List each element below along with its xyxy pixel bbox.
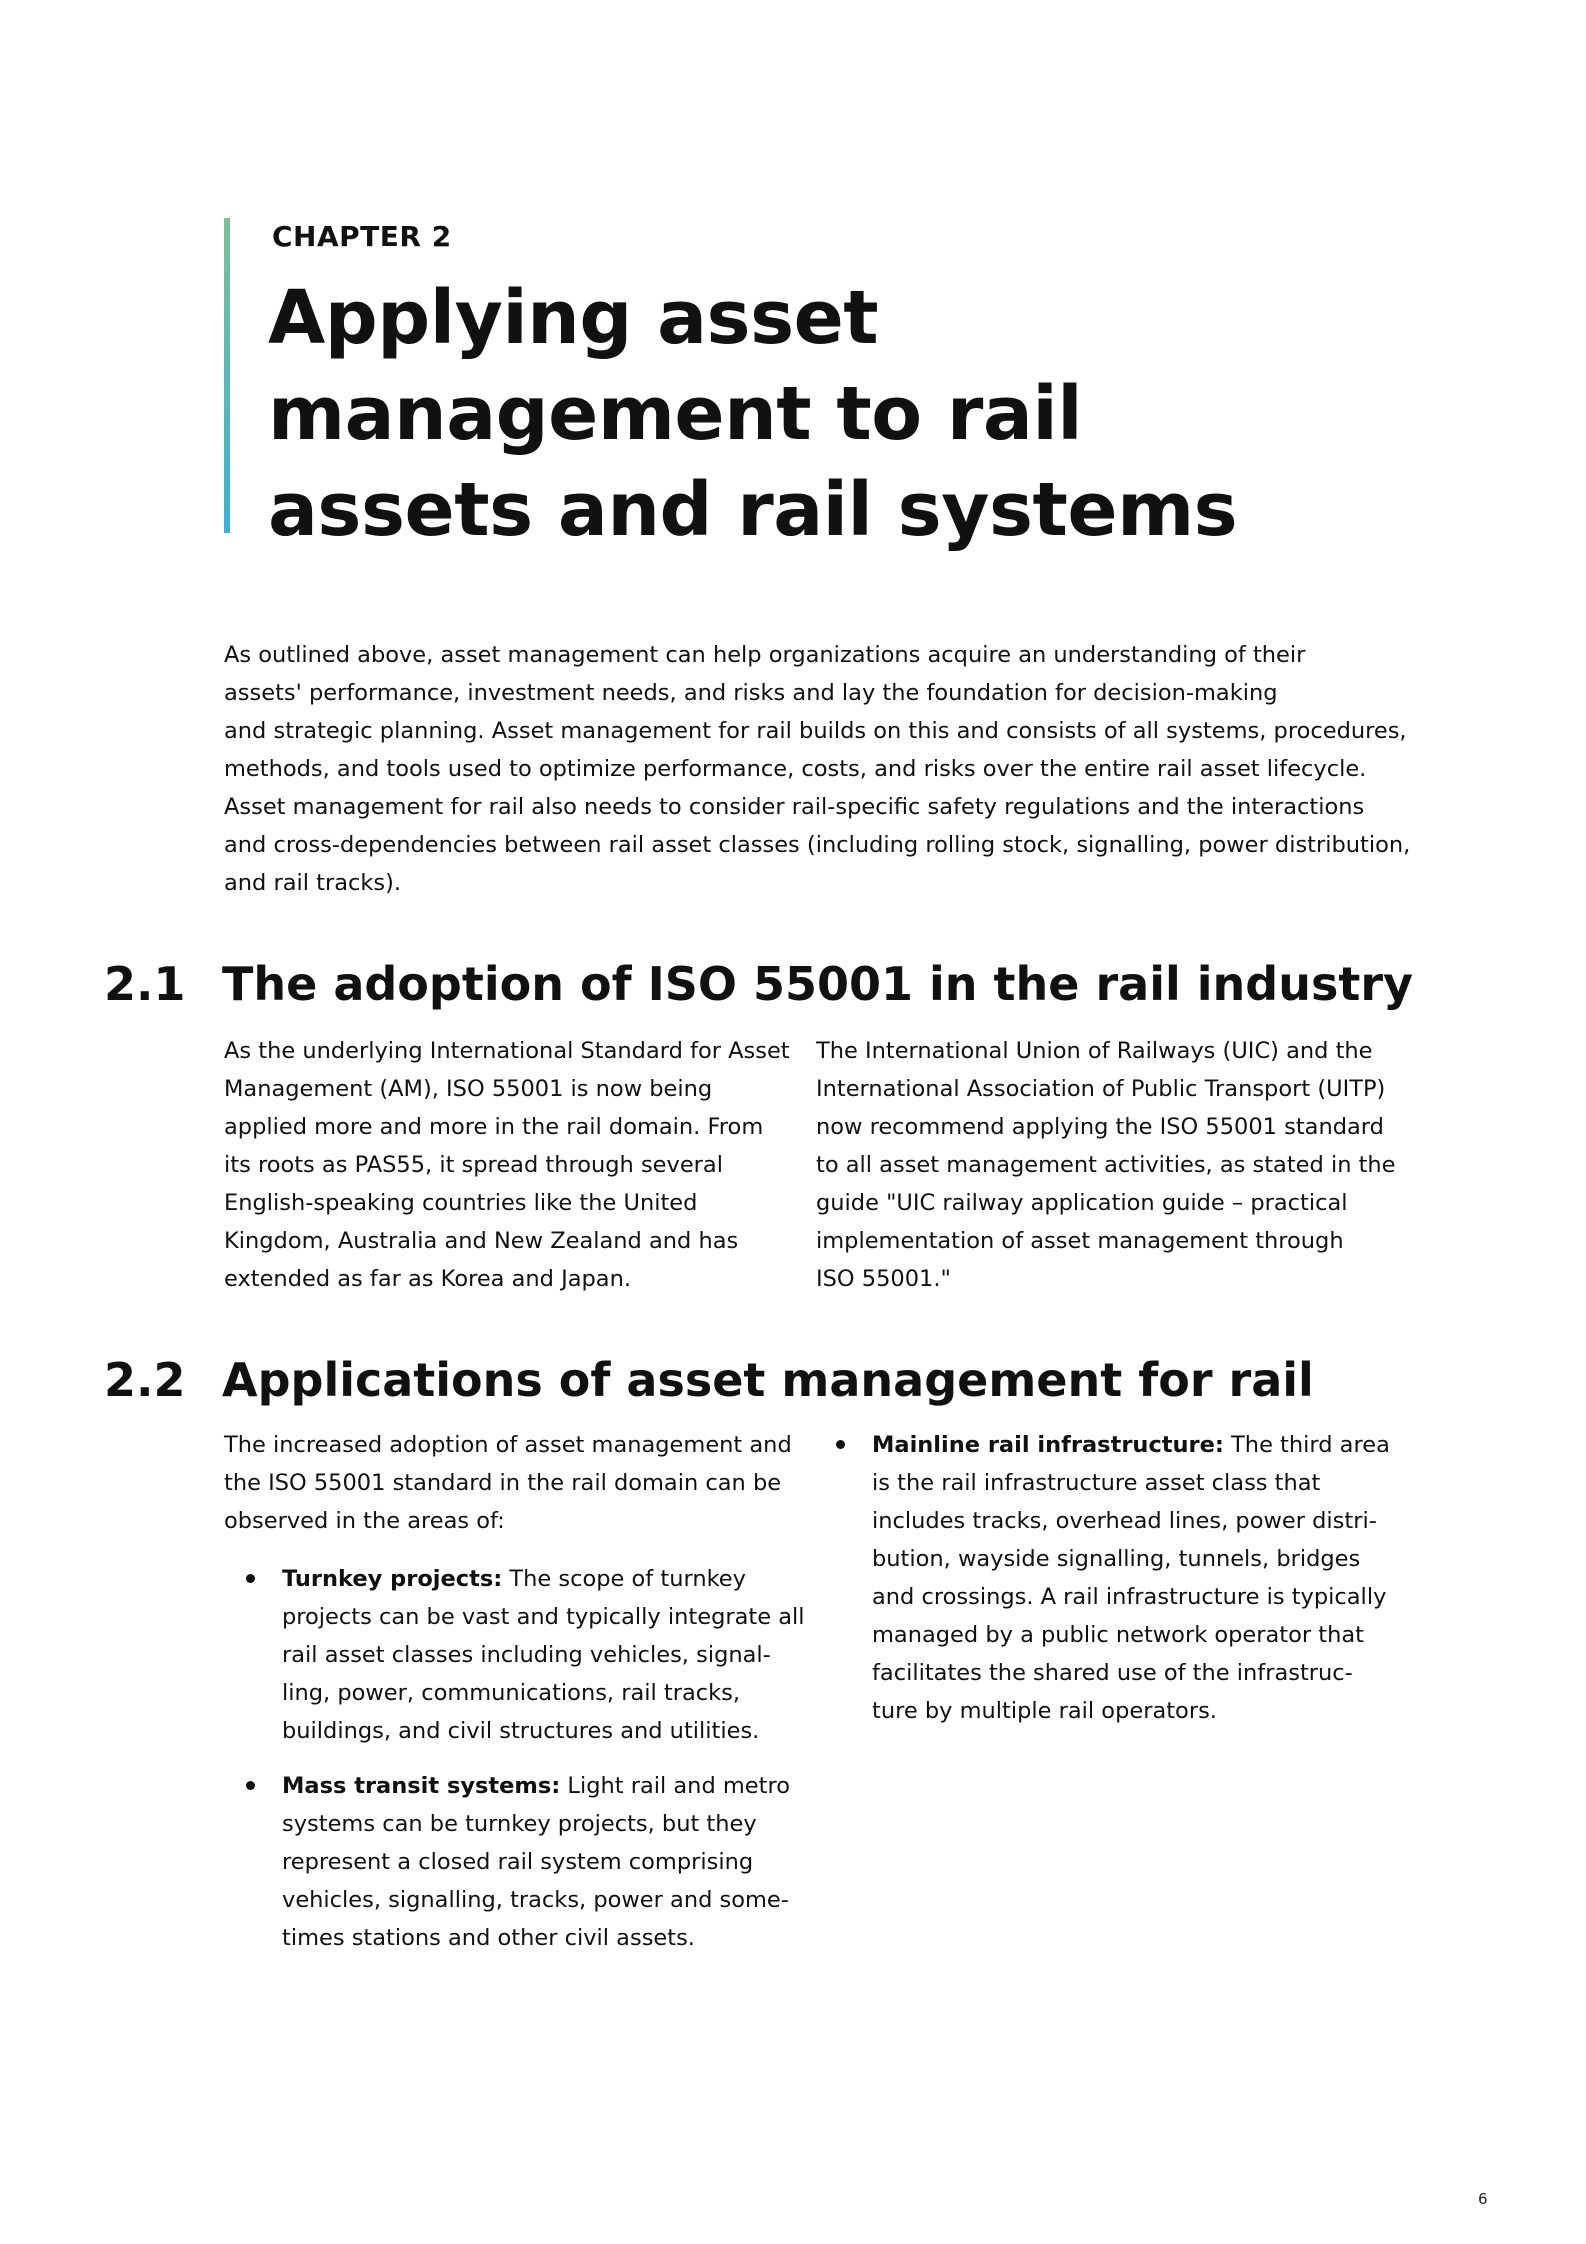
paragraph-line: As the underlying International Standard for Asset (224, 1038, 790, 1064)
paragraph-line: The International Union of Railways (UIC) and the (816, 1038, 1373, 1064)
paragraph-line: English-speaking countries like the United (224, 1190, 698, 1216)
bullet-first-line (872, 1426, 1392, 1464)
paragraph-line: International Association of Public Transport (UITP) (816, 1076, 1386, 1102)
bullet-turnkey-projects (282, 1560, 805, 1750)
intro-line: As outlined above, asset management can help organizations acquire an understanding of their (224, 642, 1306, 668)
paragraph-line: now recommend applying the ISO 55001 standard (816, 1114, 1384, 1140)
page-number: 6 (1478, 2190, 1488, 2208)
bullet-line: projects can be vast and typically integrate all (282, 1604, 805, 1630)
section-2-1-right-column (816, 1032, 1396, 1298)
intro-line: and strategic planning. Asset management for rail builds on this and consists of all systems, procedures, (224, 718, 1407, 744)
bullet-line: represent a closed rail system comprising (282, 1849, 754, 1875)
bullet-line: facilitates the shared use of the infrastruc- (872, 1660, 1353, 1686)
intro-line: methods, and tools used to optimize performance, costs, and risks over the entire rail asset lifecycle. (224, 756, 1367, 782)
chapter-accent-bar (224, 218, 230, 533)
paragraph-line: its roots as PAS55, it spread through several (224, 1152, 723, 1178)
bullet-icon (246, 1574, 255, 1583)
intro-line: assets' performance, investment needs, and risks and lay the foundation for decision-making (224, 680, 1278, 706)
section-title: Applications of asset management for rail (222, 1353, 1314, 1407)
paragraph-line: implementation of asset management through (816, 1228, 1344, 1254)
bullet-line: ture by multiple rail operators. (872, 1698, 1217, 1724)
bullet-text: Light rail and metro (560, 1773, 790, 1799)
section-title: The adoption of ISO 55001 in the rail industry (222, 957, 1413, 1011)
section-2-1-left-column (224, 1032, 790, 1298)
paragraph-line: guide "UIC railway application guide – practical (816, 1190, 1348, 1216)
bullet-term: Turnkey projects: (282, 1566, 503, 1592)
intro-line: Asset management for rail also needs to consider rail-specific safety regulations and the interactions (224, 794, 1365, 820)
section-heading-2-2 (104, 1352, 1314, 1408)
bullet-icon (246, 1781, 255, 1790)
bullet-line: times stations and other civil assets. (282, 1925, 695, 1951)
paragraph-line: observed in the areas of: (224, 1508, 505, 1534)
paragraph-line: Management (AM), ISO 55001 is now being (224, 1076, 713, 1102)
bullet-line: and crossings. A rail infrastructure is typically (872, 1584, 1387, 1610)
bullet-line: includes tracks, overhead lines, power distri- (872, 1508, 1377, 1534)
chapter-title (268, 270, 1237, 558)
paragraph-line: ISO 55001." (816, 1266, 951, 1292)
bullet-line: bution, wayside signalling, tunnels, bridges (872, 1546, 1361, 1572)
intro-paragraph (224, 636, 1411, 902)
chapter-title-line: management to rail (268, 371, 1083, 457)
bullet-text: The scope of turnkey (502, 1566, 746, 1592)
section-number: 2.2 (104, 1353, 186, 1407)
bullet-first-line (282, 1767, 802, 1805)
intro-line: and cross-dependencies between rail asset classes (including rolling stock, signalling, power distribution, (224, 832, 1411, 858)
paragraph-line: to all asset management activities, as stated in the (816, 1152, 1396, 1178)
bullet-mass-transit-systems (282, 1767, 802, 1957)
intro-line: and rail tracks). (224, 870, 402, 896)
section-2-2-intro (224, 1426, 792, 1540)
bullet-line: ling, power, communications, rail tracks, (282, 1680, 741, 1706)
chapter-label: CHAPTER 2 (272, 220, 452, 253)
paragraph-line: extended as far as Korea and Japan. (224, 1266, 632, 1292)
bullet-line: vehicles, signalling, tracks, power and some- (282, 1887, 789, 1913)
section-heading-2-1 (104, 956, 1413, 1012)
paragraph-line: applied more and more in the rail domain. From (224, 1114, 764, 1140)
paragraph-line: Kingdom, Australia and New Zealand and has (224, 1228, 739, 1254)
bullet-text: The third area (1223, 1432, 1390, 1458)
paragraph-line: the ISO 55001 standard in the rail domain can be (224, 1470, 782, 1496)
bullet-line: managed by a public network operator that (872, 1622, 1364, 1648)
bullet-mainline-rail-infrastructure (872, 1426, 1392, 1730)
bullet-line: rail asset classes including vehicles, signal- (282, 1642, 771, 1668)
bullet-line: buildings, and civil structures and utilities. (282, 1718, 760, 1744)
bullet-term: Mass transit systems: (282, 1773, 561, 1799)
bullet-line: systems can be turnkey projects, but they (282, 1811, 757, 1837)
bullet-first-line (282, 1560, 802, 1598)
bullet-line: is the rail infrastructure asset class that (872, 1470, 1321, 1496)
chapter-title-line: Applying asset (268, 275, 879, 361)
chapter-title-line: assets and rail systems (268, 467, 1238, 553)
bullet-icon (836, 1440, 845, 1449)
paragraph-line: The increased adoption of asset management and (224, 1432, 792, 1458)
chapter-header (224, 218, 1324, 553)
bullet-term: Mainline rail infrastructure: (872, 1432, 1224, 1458)
section-number: 2.1 (104, 957, 186, 1011)
